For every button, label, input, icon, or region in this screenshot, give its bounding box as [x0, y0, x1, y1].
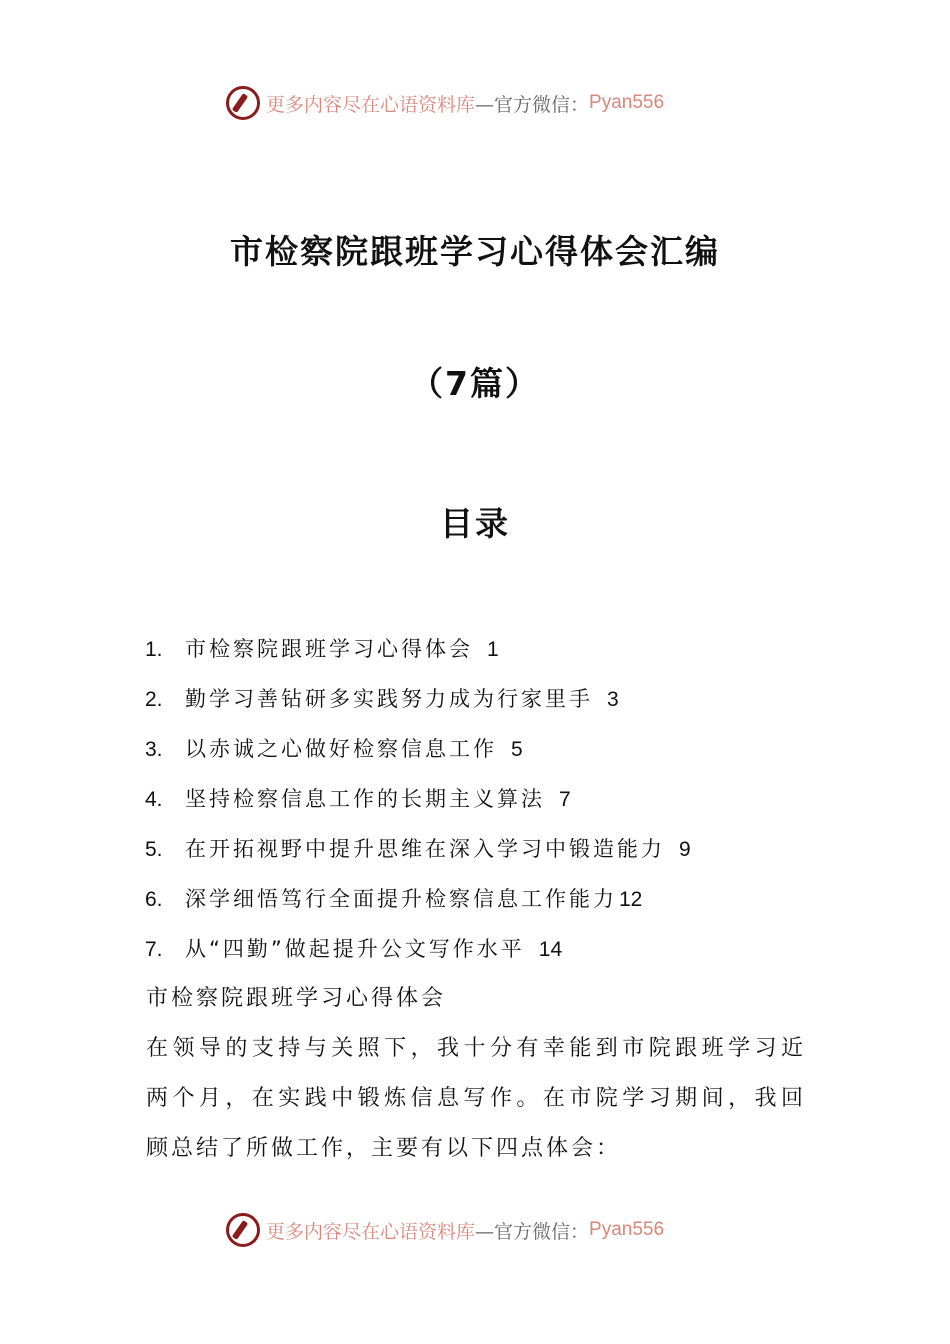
- body-line: 在领导的支持与关照下，我十分有幸能到市院跟班学习近: [146, 1036, 806, 1061]
- toc-text: 以赤诚之心做好检察信息工作: [185, 737, 497, 761]
- toc-page: 5: [511, 738, 523, 761]
- watermark-wechat: Pyan556: [589, 1219, 665, 1240]
- toc-item[interactable]: [145, 734, 825, 764]
- pen-logo-icon: [226, 1213, 260, 1247]
- toc-text: 在开拓视野中提升思维在深入学习中锻造能力: [185, 837, 665, 861]
- section-heading: 市检察院跟班学习心得体会: [146, 986, 447, 1011]
- toc-num: 2.: [145, 688, 163, 711]
- watermark-wechat: Pyan556: [589, 92, 665, 113]
- toc-text: 市检察院跟班学习心得体会: [185, 637, 473, 661]
- toc-item[interactable]: [145, 634, 825, 664]
- toc-page: 7: [559, 788, 571, 811]
- toc-item[interactable]: [145, 684, 825, 714]
- watermark-text: —官方微信：: [475, 1220, 590, 1243]
- body-line: 顾总结了所做工作，主要有以下四点体会：: [146, 1136, 622, 1161]
- toc-page: 9: [679, 838, 691, 861]
- toc-num: 7.: [145, 938, 163, 961]
- watermark-header: [226, 83, 664, 123]
- toc-num: 4.: [145, 788, 163, 811]
- toc-page: 3: [607, 688, 619, 711]
- toc-text: 从“四勤”做起提升公文写作水平: [185, 937, 525, 961]
- toc-page: 1: [487, 638, 499, 661]
- toc-item[interactable]: [145, 934, 825, 964]
- toc-num: 5.: [145, 838, 163, 861]
- toc-heading: 目录: [440, 504, 510, 543]
- watermark-text: 更多内容尽在心语资料库: [266, 93, 476, 116]
- toc-text: 坚持检察信息工作的长期主义算法: [185, 787, 545, 811]
- toc-text: 勤学习善钻研多实践努力成为行家里手: [185, 687, 593, 711]
- body-line: 两个月，在实践中锻炼信息写作。在市院学习期间，我回: [146, 1086, 806, 1111]
- toc-item[interactable]: [145, 834, 825, 864]
- toc-num: 3.: [145, 738, 163, 761]
- watermark-text: 更多内容尽在心语资料库: [266, 1220, 476, 1243]
- toc-item[interactable]: [145, 884, 825, 914]
- toc-item[interactable]: [145, 784, 825, 814]
- toc-page: 12: [619, 888, 643, 911]
- watermark-footer: [226, 1210, 664, 1250]
- pen-logo-icon: [226, 86, 260, 120]
- toc-page: 14: [538, 938, 563, 961]
- toc-text: 深学细悟笃行全面提升检察信息工作能力: [185, 887, 617, 911]
- document-title: 市检察院跟班学习心得体会汇编: [230, 232, 720, 271]
- watermark-text: —官方微信：: [475, 93, 590, 116]
- toc-num: 1.: [145, 638, 163, 661]
- document-subtitle: （7篇）: [410, 364, 540, 403]
- toc-num: 6.: [145, 888, 163, 911]
